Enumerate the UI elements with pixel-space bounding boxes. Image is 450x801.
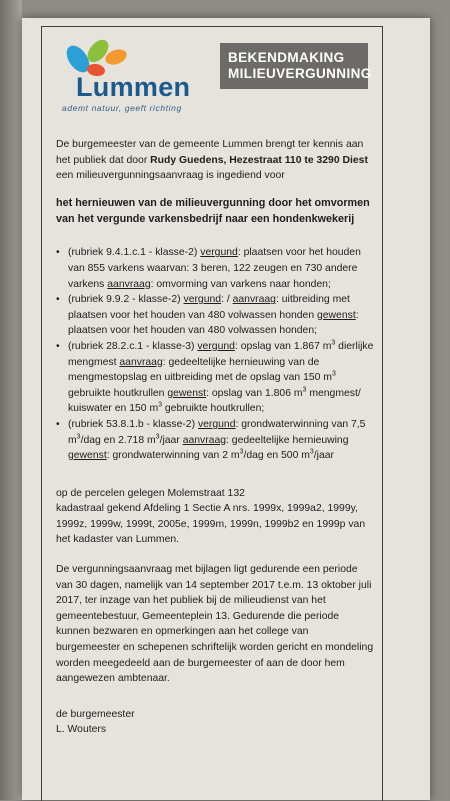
signature-role: de burgemeester: [56, 708, 135, 720]
list-item: • (rubriek 9.9.2 - klasse-2) vergund: / aanvraag: uitbreiding met plaatsen voor het houden van 480 volwassen honden gewenst: plaatsen voor het houden van 480 volwassen honden;: [56, 292, 374, 339]
parcels-address: op de percelen gelegen Molemstraat 132: [56, 487, 245, 499]
rubriek-list: [56, 245, 374, 463]
applicant-name: Rudy Guedens, Hezestraat 110 te 3290 Diest: [150, 154, 368, 166]
lummen-logo: [56, 37, 221, 132]
intro-paragraph: [56, 137, 374, 184]
banner-line-2: MILIEUVERGUNNING: [228, 66, 372, 81]
logo-wordmark: Lummen: [76, 72, 191, 102]
procedure-paragraph: De vergunningsaanvraag met bijlagen ligt gedurende een periode van 30 dagen, namelijk van 14 september 2017 t.e.m. 13 oktober juli 2017, ter inzage van het publiek bij de milieudienst van het gemeentebestuur, Gemeenteplein 13. Gedurende die periode kunnen bezwaren en opmerkingen aan het college van burgemeester en schepenen schriftelijk worden gericht en mondeling worden meegedeeld aan de burgemeester of aan de door hem aangewezen ambtenaar.: [56, 564, 374, 685]
newspaper-edge: [0, 0, 22, 800]
intro-text-end: een milieuvergunningsaanvraag is ingediend voor: [56, 170, 285, 182]
list-item: • (rubriek 53.8.1.b - klasse-2) vergund: grondwaterwinning van 7,5 $m^3$/dag en 2.718 $m^3$/jaar aanvraag: gedeeltelijke hernieuwing gewenst: grondwaterwinning van 2 $m^3$/dag en 500 $m^3$/jaar: [56, 417, 374, 464]
notice-subject: het hernieuwen van de milieuvergunning door het omvormen van het vergunde varkensbedrijf naar een hondenkwekerij: [56, 196, 370, 225]
notice-banner: [220, 43, 372, 89]
intro-text: De burgemeester van de gemeente Lummen brengt ter kennis aan het publiek dat door: [56, 139, 364, 166]
signature-name: L. Wouters: [56, 724, 107, 736]
list-item: • (rubriek 28.2.c.1 - klasse-3) vergund: opslag van 1.867 $m^3$ dierlijke mengmest aanvraag: gedeeltelijke hernieuwing van de mengmestopslag en uitbreiding met de opslag van 150 $m^3$ gebruikte houtkrullen gewenst: opslag van 1.806 $m^3$ mengmest/ kuiswater en 150 $m^3$ gebruikte houtkrullen;: [56, 339, 374, 417]
list-item: • (rubriek 9.4.1.c.1 - klasse-2) vergund: plaatsen voor het houden van 855 varkens waarvan: 3 beren, 122 zeugen en 730 andere varkens aanvraag: omvorming van varkens naar honden;: [56, 245, 374, 292]
logo-tagline: ademt natuur, geeft richting: [62, 103, 182, 113]
notice-body: [56, 137, 374, 738]
parcels-block: [56, 486, 374, 548]
banner-line-1: BEKENDMAKING: [228, 50, 345, 65]
public-notice: [41, 26, 383, 801]
signature-block: [56, 707, 374, 738]
parcels-cadastre: kadastraal gekend Afdeling 1 Sectie A nrs. 1999x, 1999a2, 1999y, 1999z, 1999w, 1999t, 2005e, 1999m, 1999n, 1999b2 en 1999p van het kadaster van Lummen.: [56, 503, 366, 546]
